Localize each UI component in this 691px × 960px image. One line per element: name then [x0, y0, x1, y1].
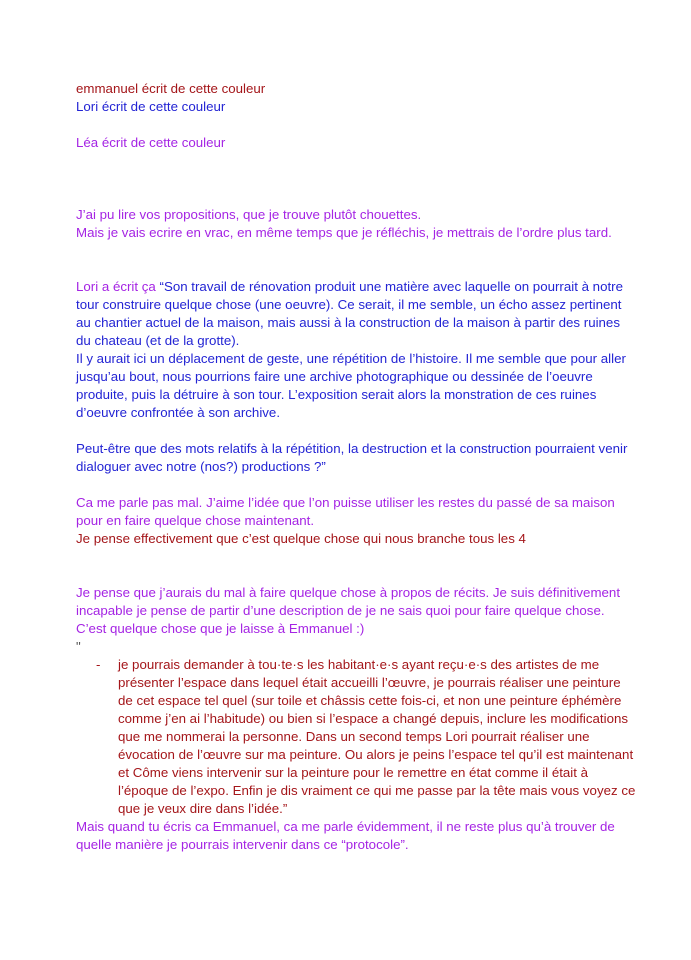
closing-paragraph: Mais quand tu écris ca Emmanuel, ca me parle évidemment, il ne reste plus qu’à trouver de quelle manière je pourrais intervenir dans ce “protocole”.: [76, 819, 615, 852]
reply-lea: Ca me parle pas mal. J’aime l’idée que l’on puisse utiliser les restes du passé de sa maison pour en faire quelque chose maintenant.: [76, 495, 615, 528]
recits-paragraph: Je pense que j’aurais du mal à faire quelque chose à propos de récits. Je suis définitivement incapable je pense de partir d’une description de je ne sais quoi pour faire quelque chose. C’est quelque chose que je laisse à Emmanuel :): [76, 585, 621, 636]
reply-emmanuel: Je pense effectivement que c’est quelque chose qui nous branche tous les 4: [76, 531, 526, 546]
legend-lori: Lori écrit de cette couleur: [76, 99, 226, 114]
lori-quote-para-3: Peut-être que des mots relatifs à la répétition, la destruction et la construction pourraient venir dialoguer avec notre (nos?) productions ?”: [76, 441, 628, 474]
quote-mark: ": [76, 639, 81, 654]
lori-quote-text-1: “Son travail de rénovation produit une matière avec laquelle on pourrait à notre tour construire quelque chose (une oeuvre). Ce serait, il me semble, un écho assez pertinent au chantier actuel de la maison, mais aussi à la construction de la maison à partir des ruines du chateau (et de la grotte).: [76, 279, 623, 348]
lori-quote-para-2: Il y aurait ici un déplacement de geste, une répétition de l’histoire. Il me semble que pour aller jusqu’au bout, nous pourrions faire une archive photographique ou dessinée de l’oeuvre produite, puis la détruire à son tour. L’exposition serait alors la monstration de ces ruines d’oeuvre confrontée à son archive.: [76, 351, 626, 420]
intro-line-1: J’ai pu lire vos propositions, que je trouve plutôt chouettes.: [76, 207, 422, 222]
lori-quote: [76, 278, 636, 422]
legend-emmanuel: emmanuel écrit de cette couleur: [76, 81, 266, 96]
list-item-text: je pourrais demander à tou·te·s les habitant·e·s ayant reçu·e·s des artistes de me présenter l’espace dans lequel était accueilli l’œuvre, je pourrais réaliser une peinture de cet espace tel quel (sur toile et châssis cette fois-ci, et non une peinture éphémère comme j’en ai l’habitude) ou bien si l’espace a changé depuis, inclure les modifications que me nommerai la personne. Dans un second temps Lori pourrait réaliser une évocation de l’œuvre sur ma peinture. Ou alors je peins l’espace tel qu’il est maintenant et Côme viens intervenir sur la peinture pour le remettre en état comme il était à l’époque de l’expo. Enfin je dis vraiment ce qui me passe par la tête mais vous voyez ce que je veux dire dans l’idée.”: [118, 657, 636, 816]
legend-lea: Léa écrit de cette couleur: [76, 135, 226, 150]
lori-quote-lead: Lori a écrit ça: [76, 279, 156, 294]
list-bullet: -: [96, 657, 101, 672]
list-item: [76, 656, 636, 818]
intro-line-2: Mais je vais ecrire en vrac, en même temps que je réfléchis, je mettrais de l’ordre plus tard.: [76, 225, 612, 240]
lori-quote-para-1: [76, 278, 636, 350]
